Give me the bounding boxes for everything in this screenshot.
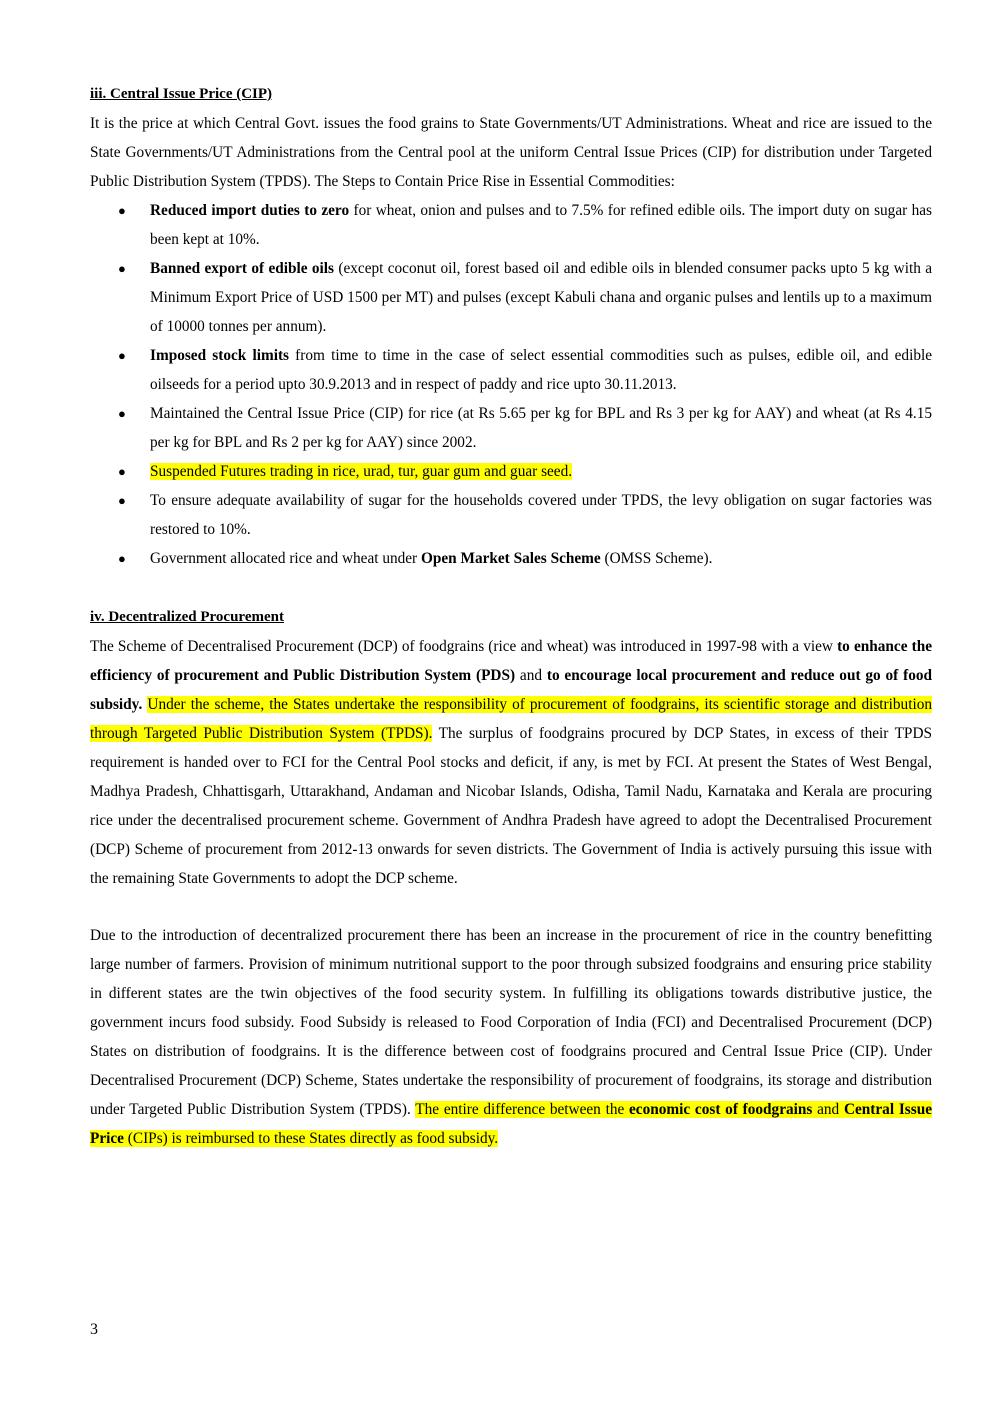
dcp-paragraph-2: Due to the introduction of decentralized procurement there has been an increase in the procurement of rice in the country benefitting large number of farmers. Provision of minimum nutritional support to the poor through subsized foodgrains and ensuring price stability in different states are the twin objectives of the food security system. In fulfilling its obligations towards distributive justice, the government incurs food subsidy. Food Subsidy is released to Food Corporation of India (FCI) and Decentralised Procurement (DCP) States on distribution of foodgrains. It is the difference between cost of foodgrains procured and Central Issue Price (CIP). Under Decentralised Procurement (DCP) Scheme, States undertake the responsibility of procurement of foodgrains, its storage and distribution under Targeted Public Distribution System (TPDS). The entire difference between the economic cost of foodgrains and Central Issue Price (CIPs) is reimbursed to these States directly as food subsidy. bbox=[90, 927, 932, 1147]
list-item: ● Maintained the Central Issue Price (CIP) for rice (at Rs 5.65 per kg for BPL and Rs 3 per kg for AAY) and wheat (at Rs 4.15 per kg for BPL and Rs 2 per kg for AAY) since 2002. bbox=[90, 399, 932, 457]
list-item: ● Banned export of edible oils (except coconut oil, forest based oil and edible oils in blended consumer packs upto 5 kg with a Minimum Export Price of USD 1500 per MT) and pulses (except Kabuli chana and organic pulses and lentils up to a maximum of 10000 tonnes per annum). bbox=[90, 254, 932, 341]
highlighted-text: Suspended Futures trading in rice, urad, tur, guar gum and guar seed. bbox=[150, 463, 573, 480]
section-heading-cip: iii. Central Issue Price (CIP) bbox=[90, 86, 273, 102]
cip-intro-paragraph: It is the price at which Central Govt. issues the food grains to State Governments/UT Administrations. Wheat and rice are issued to the State Governments/UT Administrations from the Central pool at the uniform Central Issue Prices (CIP) for distribution under Targeted Public Distribution System (TPDS). The Steps to Contain Price Rise in Essential Commodities: bbox=[90, 115, 932, 190]
bullet-icon: ● bbox=[118, 348, 126, 363]
list-item: ● Reduced import duties to zero for wheat, onion and pulses and to 7.5% for refined edible oils. The import duty on sugar has been kept at 10%. bbox=[90, 196, 932, 254]
list-item: ● Government allocated rice and wheat under Open Market Sales Scheme (OMSS Scheme). bbox=[90, 544, 932, 573]
list-item: ● To ensure adequate availability of sugar for the households covered under TPDS, the levy obligation on sugar factories was restored to 10%. bbox=[90, 486, 932, 544]
list-item: ● Imposed stock limits from time to time in the case of select essential commodities such as pulses, edible oil, and edible oilseeds for a period upto 30.9.2013 and in respect of paddy and rice upto 30.11.2013. bbox=[90, 341, 932, 399]
bullet-icon: ● bbox=[118, 406, 126, 421]
highlighted-text: Under the scheme, the States undertake the responsibility of procurement of foodgrains, its scientific storage and distribution through Targeted Public Distribution System (TPDS). bbox=[90, 696, 932, 742]
bullet-icon: ● bbox=[118, 203, 126, 218]
bullet-icon: ● bbox=[118, 551, 126, 566]
price-control-steps-list bbox=[90, 196, 932, 573]
document-page bbox=[90, 80, 932, 1153]
spacer bbox=[90, 573, 932, 603]
list-item bbox=[90, 457, 932, 486]
spacer bbox=[90, 893, 932, 921]
bullet-icon: ● bbox=[118, 464, 126, 479]
bullet-icon: ● bbox=[118, 261, 126, 276]
dcp-paragraph-1: The Scheme of Decentralised Procurement (DCP) of foodgrains (rice and wheat) was introduced in 1997-98 with a view to enhance the efficiency of procurement and Public Distribution System (PDS) and to encourage local procurement and reduce out go of food subsidy. Under the scheme, the States undertake the responsibility of procurement of foodgrains, its scientific storage and distribution through Targeted Public Distribution System (TPDS). The surplus of foodgrains procured by DCP States, in excess of their TPDS requirement is handed over to FCI for the Central Pool stocks and deficit, if any, is met by FCI. At present the States of West Bengal, Madhya Pradesh, Chhattisgarh, Uttarakhand, Andaman and Nicobar Islands, Odisha, Tamil Nadu, Karnataka and Kerala are procuring rice under the decentralised procurement scheme. Government of Andhra Pradesh have agreed to adopt the Decentralised Procurement (DCP) Scheme of procurement from 2012-13 onwards for seven districts. The Government of India is actively pursuing this issue with the remaining State Governments to adopt the DCP scheme. bbox=[90, 638, 932, 887]
page-number: 3 bbox=[90, 1321, 98, 1338]
bullet-icon: ● bbox=[118, 493, 126, 508]
highlighted-text: The entire difference between the economic cost of foodgrains and Central Issue Price (CIPs) is reimbursed to these States directly as food subsidy. bbox=[90, 1101, 932, 1147]
section-heading-dcp: iv. Decentralized Procurement bbox=[90, 609, 284, 625]
